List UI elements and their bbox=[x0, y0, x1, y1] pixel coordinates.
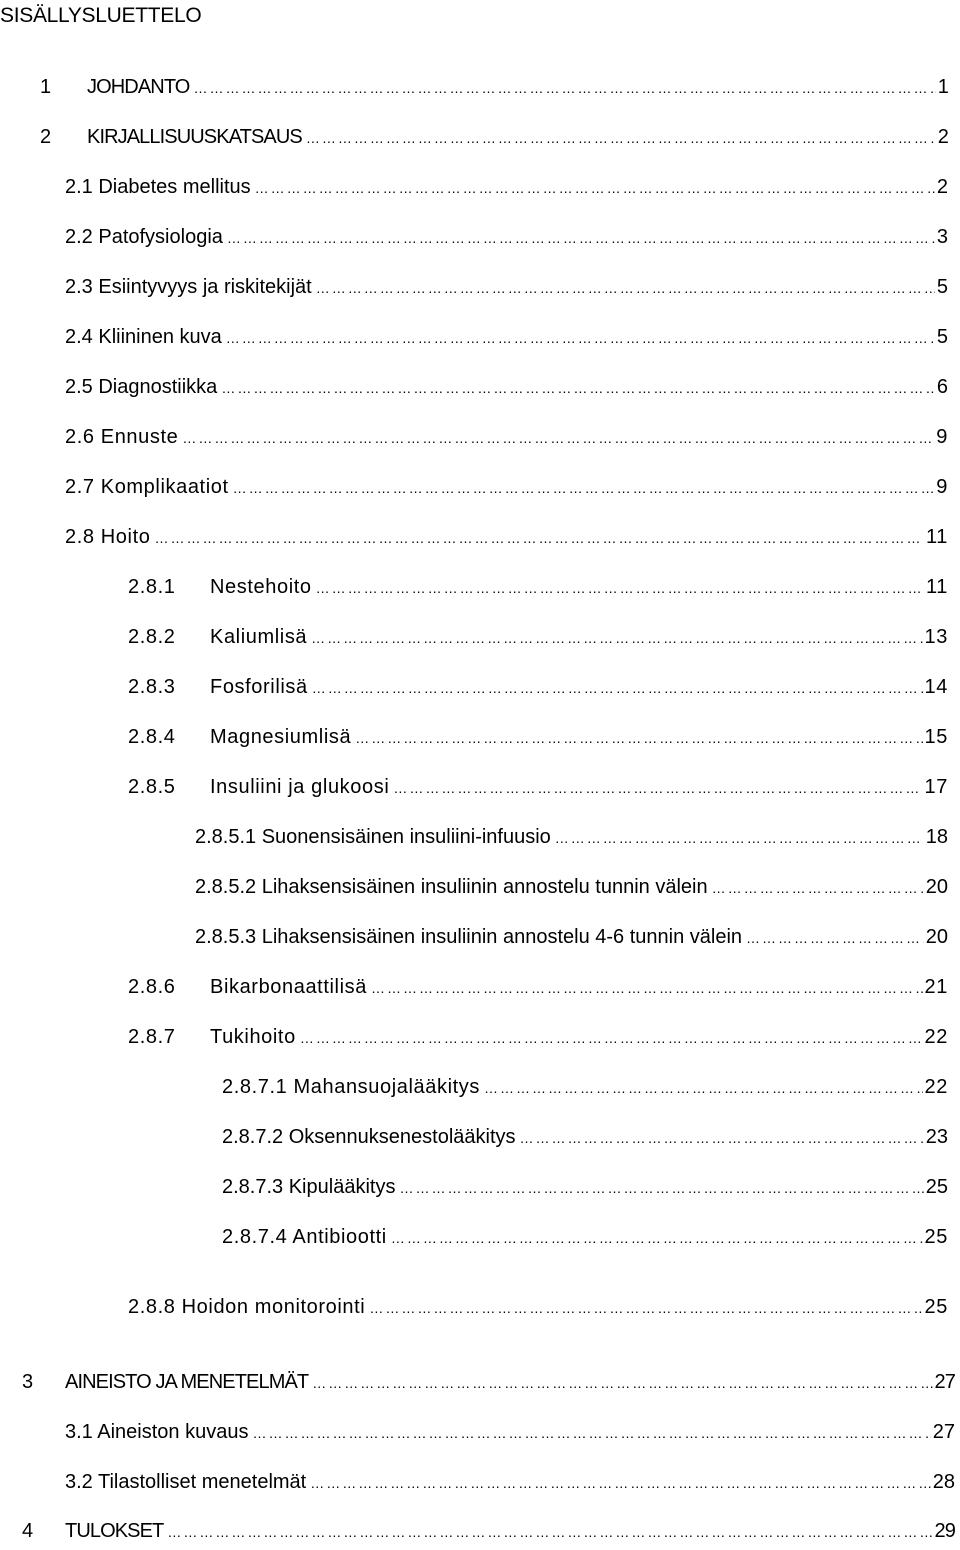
toc-entry-page: 9 bbox=[936, 426, 948, 448]
toc-entry-label: 3.1 Aineiston kuvaus bbox=[65, 1421, 249, 1443]
toc-dot-leader bbox=[167, 1522, 932, 1542]
toc-entry-page: 29 bbox=[934, 1520, 955, 1542]
toc-dot-leader bbox=[316, 278, 935, 298]
toc-dot-leader bbox=[712, 878, 924, 898]
toc-entry-label: 2.8.7.4 Antibiootti bbox=[222, 1226, 387, 1248]
toc-entry-label: 2.8.7.2 Oksennuksenestolääkitys bbox=[222, 1126, 516, 1148]
toc-entry-2-3[interactable] bbox=[65, 276, 948, 306]
toc-entry-number: 2.8.5 bbox=[128, 776, 176, 798]
toc-entry-page: 11 bbox=[926, 526, 948, 548]
toc-entry-2-8-5[interactable] bbox=[128, 776, 948, 806]
toc-entry-number: 2.8.6 bbox=[128, 976, 176, 998]
toc-dot-leader bbox=[154, 528, 924, 548]
toc-entry-2-5[interactable] bbox=[65, 376, 948, 406]
toc-dot-leader bbox=[399, 1178, 923, 1198]
toc-entry-2-7[interactable] bbox=[65, 476, 948, 506]
toc-entry-page: 9 bbox=[936, 476, 948, 498]
toc-entry-label: 3.2 Tilastolliset menetelmät bbox=[65, 1471, 307, 1493]
toc-entry-label: 2.1 Diabetes mellitus bbox=[65, 176, 251, 198]
toc-entry-2-8[interactable] bbox=[65, 526, 948, 556]
toc-entry-label: Bikarbonaattilisä bbox=[210, 976, 367, 998]
toc-dot-leader bbox=[300, 1028, 923, 1048]
toc-entry-2-2[interactable] bbox=[65, 226, 948, 256]
toc-entry-label: 2.5 Diagnostiikka bbox=[65, 376, 218, 398]
toc-entry-number: 2 bbox=[40, 126, 51, 148]
toc-entry-label: 2.3 Esiintyvyys ja riskitekijät bbox=[65, 276, 312, 298]
toc-entry-page: 14 bbox=[924, 676, 948, 698]
toc-entry-number: 3 bbox=[22, 1371, 33, 1393]
toc-entry-label: 2.8.5.2 Lihaksensisäinen insuliinin annostelu tunnin välein bbox=[195, 876, 708, 898]
toc-dot-leader bbox=[746, 928, 924, 948]
toc-entry-tulokset[interactable] bbox=[22, 1520, 955, 1550]
toc-entry-page: 25 bbox=[924, 1226, 948, 1248]
toc-entry-page: 5 bbox=[936, 276, 948, 298]
toc-entry-label: Kaliumlisä bbox=[210, 626, 308, 648]
toc-entry-label: 2.8.5.3 Lihaksensisäinen insuliinin annostelu 4-6 tunnin välein bbox=[195, 926, 743, 948]
toc-dot-leader bbox=[484, 1078, 923, 1098]
toc-dot-leader bbox=[252, 1423, 930, 1443]
toc-entry-label: Magnesiumlisä bbox=[210, 726, 352, 748]
toc-entry-label: 2.8.5.1 Suonensisäinen insuliini-infuusio bbox=[195, 826, 551, 848]
toc-dot-leader bbox=[520, 1128, 924, 1148]
toc-entry-page: 22 bbox=[924, 1076, 948, 1098]
toc-entry-2-8-7-1[interactable] bbox=[222, 1076, 948, 1106]
toc-entry-number: 2.8.2 bbox=[128, 626, 176, 648]
toc-entry-label: TULOKSET bbox=[65, 1520, 164, 1542]
toc-entry-label: 2.8 Hoito bbox=[65, 526, 151, 548]
toc-entry-2-8-7-2[interactable] bbox=[222, 1126, 948, 1156]
toc-entry-2-8-7-4[interactable] bbox=[222, 1226, 948, 1256]
toc-dot-leader bbox=[310, 1473, 931, 1493]
toc-dot-leader bbox=[312, 1373, 932, 1393]
toc-entry-label: Fosforilisä bbox=[210, 676, 308, 698]
toc-entry-page: 6 bbox=[936, 376, 948, 398]
toc-dot-leader bbox=[226, 328, 935, 348]
toc-entry-number: 1 bbox=[40, 76, 51, 98]
toc-entry-page: 1 bbox=[937, 76, 948, 98]
toc-entry-page: 25 bbox=[925, 1176, 948, 1198]
toc-entry-page: 25 bbox=[924, 1296, 948, 1318]
toc-entry-label: 2.8.7.3 Kipulääkitys bbox=[222, 1176, 396, 1198]
toc-entry-page: 2 bbox=[936, 176, 948, 198]
toc-entry-label: 2.4 Kliininen kuva bbox=[65, 326, 222, 348]
toc-entry-label: Tukihoito bbox=[210, 1026, 296, 1048]
toc-dot-leader bbox=[311, 628, 922, 648]
toc-dot-leader bbox=[255, 178, 935, 198]
toc-entry-page: 28 bbox=[932, 1471, 955, 1493]
toc-entry-johdanto[interactable] bbox=[40, 76, 948, 106]
toc-entry-aineisto-ja-menetelmat[interactable] bbox=[22, 1371, 955, 1401]
toc-entry-label: 2.6 Ennuste bbox=[65, 426, 179, 448]
toc-entry-number: 2.8.4 bbox=[128, 726, 176, 748]
toc-entry-number: 2.8.1 bbox=[128, 576, 176, 598]
toc-dot-leader bbox=[316, 578, 924, 598]
toc-entry-2-8-6[interactable] bbox=[128, 976, 948, 1006]
toc-entry-3-2[interactable] bbox=[65, 1471, 955, 1501]
toc-entry-2-8-3[interactable] bbox=[128, 676, 948, 706]
toc-entry-label: 2.7 Komplikaatiot bbox=[65, 476, 229, 498]
toc-dot-leader bbox=[391, 1228, 923, 1248]
page-title: SISÄLLYSLUETTELO bbox=[0, 4, 202, 27]
toc-entry-page: 20 bbox=[925, 926, 948, 948]
toc-entry-2-8-5-2[interactable] bbox=[195, 876, 948, 906]
toc-entry-2-6[interactable] bbox=[65, 426, 948, 456]
toc-dot-leader bbox=[193, 78, 935, 98]
toc-entry-page: 5 bbox=[936, 326, 948, 348]
toc-dot-leader bbox=[555, 828, 924, 848]
toc-entry-number: 4 bbox=[22, 1520, 33, 1542]
toc-entry-kirjallisuuskatsaus[interactable] bbox=[40, 126, 948, 156]
toc-entry-page: 22 bbox=[924, 1026, 948, 1048]
toc-entry-2-8-5-1[interactable] bbox=[195, 826, 948, 856]
toc-entry-page: 13 bbox=[924, 626, 948, 648]
toc-entry-3-1[interactable] bbox=[65, 1421, 955, 1451]
toc-entry-2-8-5-3[interactable] bbox=[195, 926, 948, 956]
toc-entry-page: 23 bbox=[925, 1126, 948, 1148]
toc-entry-label: Nestehoito bbox=[210, 576, 312, 598]
toc-dot-leader bbox=[393, 778, 922, 798]
toc-entry-page: 17 bbox=[924, 776, 948, 798]
toc-entry-2-8-1[interactable] bbox=[128, 576, 948, 606]
toc-entry-2-8-2[interactable] bbox=[128, 626, 948, 656]
toc-entry-page: 18 bbox=[925, 826, 948, 848]
toc-entry-2-4[interactable] bbox=[65, 326, 948, 356]
toc-dot-leader bbox=[233, 478, 935, 498]
toc-entry-page: 27 bbox=[934, 1371, 955, 1393]
toc-entry-page: 20 bbox=[925, 876, 948, 898]
toc-entry-page: 2 bbox=[937, 126, 948, 148]
toc-dot-leader bbox=[369, 1298, 922, 1318]
toc-dot-leader bbox=[306, 128, 936, 148]
toc-entry-2-8-7[interactable] bbox=[128, 1026, 948, 1056]
toc-entry-2-8-4[interactable] bbox=[128, 726, 948, 756]
toc-dot-leader bbox=[227, 228, 935, 248]
toc-dot-leader bbox=[371, 978, 923, 998]
toc-entry-number: 2.8.3 bbox=[128, 676, 176, 698]
toc-dot-leader bbox=[182, 428, 934, 448]
toc-entry-number: 2.8.7 bbox=[128, 1026, 176, 1048]
toc-dot-leader bbox=[355, 728, 922, 748]
toc-entry-page: 27 bbox=[932, 1421, 955, 1443]
toc-entry-page: 21 bbox=[924, 976, 948, 998]
toc-entry-page: 15 bbox=[924, 726, 948, 748]
toc-entry-label: 2.2 Patofysiologia bbox=[65, 226, 223, 248]
toc-entry-label: AINEISTO JA MENETELMÄT bbox=[65, 1371, 309, 1393]
toc-dot-leader bbox=[312, 678, 923, 698]
toc-entry-label: KIRJALLISUUSKATSAUS bbox=[87, 126, 302, 148]
toc-entry-label: 2.8.8 Hoidon monitorointi bbox=[128, 1296, 366, 1318]
toc-entry-2-8-7-3[interactable] bbox=[222, 1176, 948, 1206]
toc-entry-2-8-8[interactable] bbox=[128, 1296, 948, 1326]
toc-entry-label: Insuliini ja glukoosi bbox=[210, 776, 390, 798]
toc-entry-2-1[interactable] bbox=[65, 176, 948, 206]
toc-dot-leader bbox=[221, 378, 935, 398]
toc-entry-page: 3 bbox=[936, 226, 948, 248]
toc-entry-label: JOHDANTO bbox=[87, 76, 190, 98]
toc-entry-label: 2.8.7.1 Mahansuojalääkitys bbox=[222, 1076, 480, 1098]
toc-entry-page: 11 bbox=[926, 576, 948, 598]
